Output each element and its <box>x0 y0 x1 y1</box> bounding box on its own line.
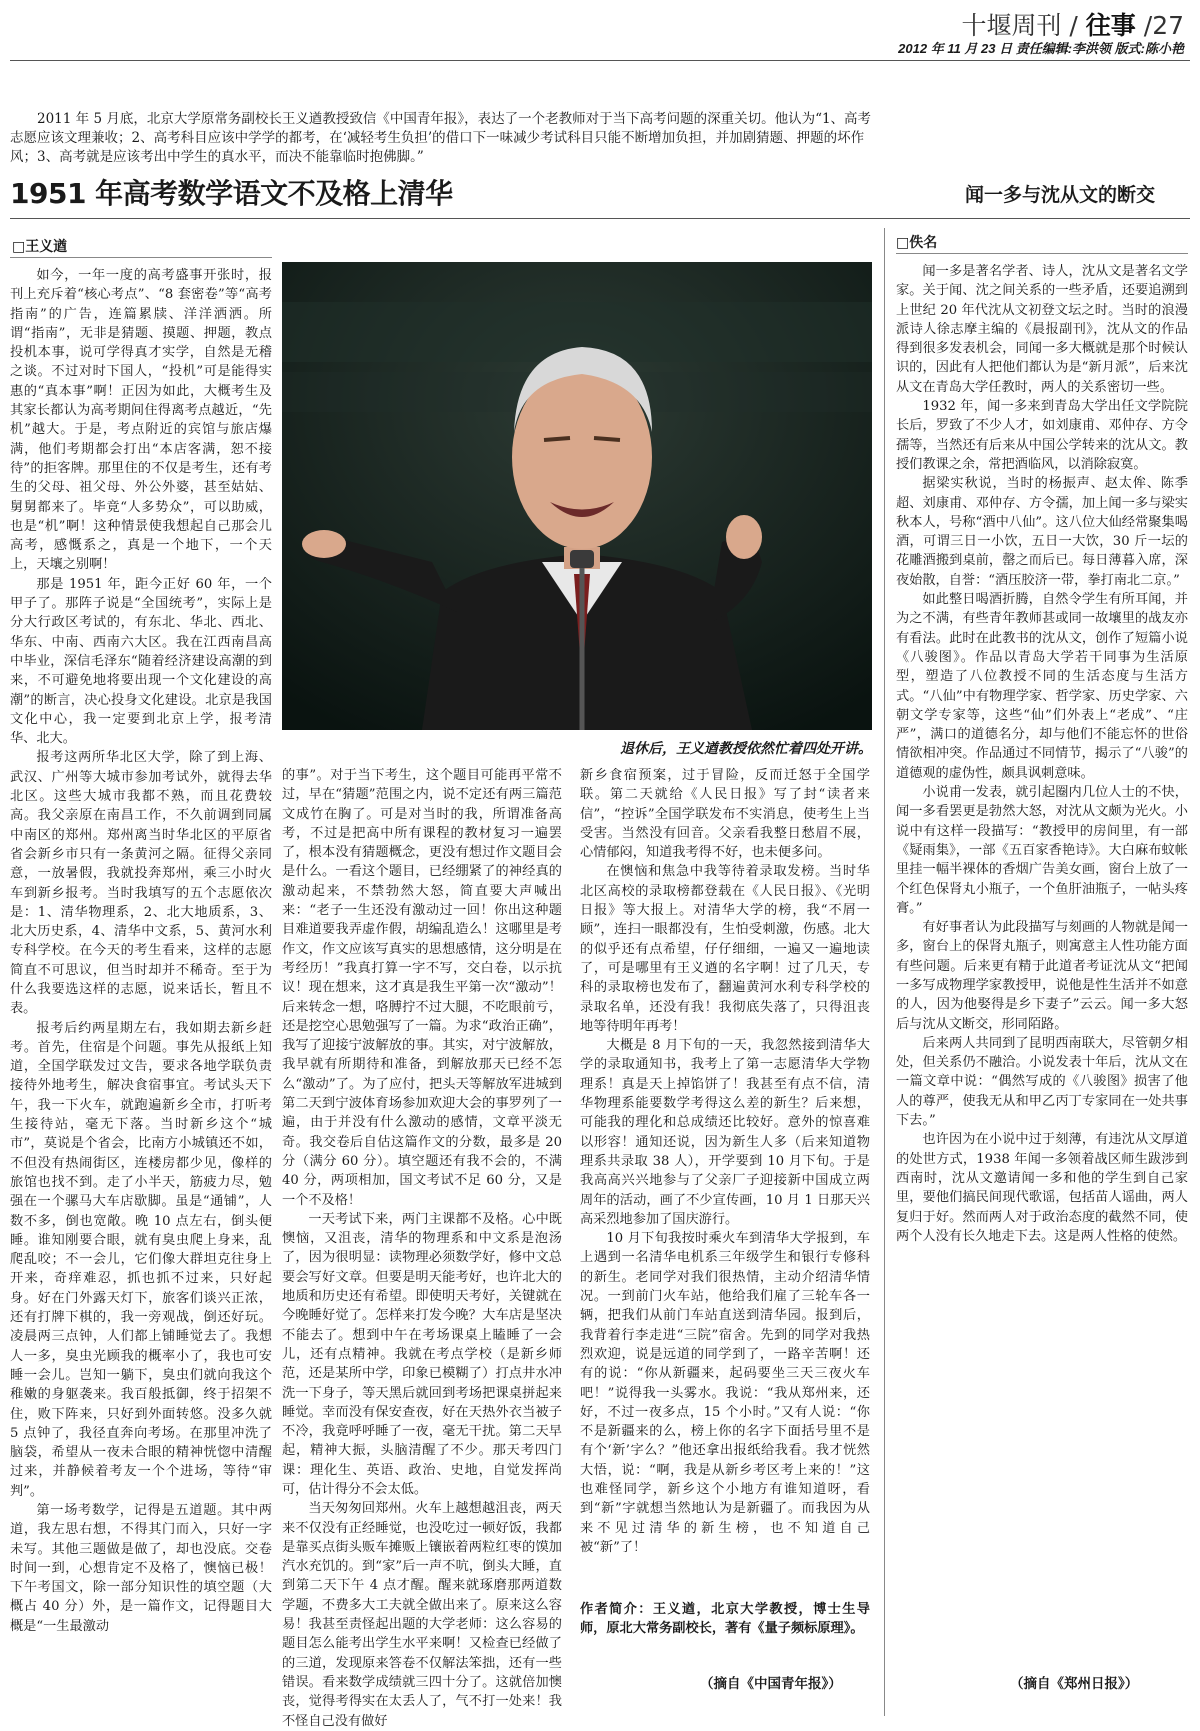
main-credit: （摘自《中国青年报》） <box>700 1676 842 1692</box>
paragraph: 新乡食宿预案，过于冒险，反而迁怒于全国学联。第二天就给《人民日报》写了封“读者来信”，“控诉”全国学联发布不实消息，使考生上当受害。当然没有回音。父亲看我整日愁眉不展，心情郁闷，知道我考得不好，也未便多问。 <box>580 768 870 861</box>
main-column-3 <box>580 766 870 1596</box>
paragraph: 后来两人共同到了昆明西南联大，尽管朝夕相处，但关系仍不融洽。小说发表十年后，沈从文在一篇文章中说：“偶然写成的《八骏图》损害了他人的尊严，使我无从和甲乙丙丁专家同在一处共事下去。” <box>896 1035 1188 1129</box>
side-byline: □佚名 <box>896 235 938 251</box>
paragraph: 如今，一年一度的高考盛事开张时，报刊上充斥着“核心考点”、“8 套密卷”等“高考指南”的广告，连篇累牍、洋洋洒洒。所谓“指南”，无非是猜题、摸题、押题，教点投机本事，说可学得真才实学，自然是无稽之谈。不过对时下国人，“投机”可是能得实惠的“真本事”啊！正因为如此，大概考生及其家长都认为高考期间住得离考点越近，“先机”越大。于是，考点附近的宾馆与旅店爆满，他们考期都会打出“本店客满，恕不接待”的拒客牌。那里住的不仅是考生，还有考生的父母、祖父母、外公外婆，甚至姑姑、舅舅都来了。毕竟“人多势众”，可以助威，也是“机”啊！这种情景使我想起自己那会儿高考，感慨系之，真是一个地下，一个天上，天壤之别啊！ <box>10 268 272 573</box>
paragraph: 10 月下旬我按时乘火车到清华大学报到，车上遇到一名清华电机系三年级学生和银行专修科的新生。老同学对我们很热情，主动介绍清华情况。一到前门火车站，他给我们雇了三轮车各一辆，把我们从前门车站直送到清华园。报到后，我背着行李走进“三院”宿舍。先到的同学对我热烈欢迎，说是远道的同学到了，一路辛苦啊！还有的说：“你从新疆来，起码要坐三天三夜火车吧！”说得我一头雾水。我说：“我从郑州来，还好，不过一夜多点，15 个小时。”又有人说：“你不是新疆来的么，榜上你的名字下面括号里不是有个‘新’字么？”他还拿出报纸给我看。我才恍然大悟，说：“啊，我是从新乡考区考上来的！”这也难怪同学，新乡这个小地方有谁知道呀，看到“新”字就想当然地认为是新疆了。而我因为从来不见过清华的新生榜，也不知道自己被“新”了！ <box>580 1231 870 1555</box>
paragraph: 当天匆匆回郑州。火车上越想越沮丧，两天来不仅没有正经睡觉，也没吃过一顿好饭，我都是靠买点街头贩车摊贩上镶嵌着两粒红枣的馍加汽水充饥的。到“家”后一声不吭，倒头大睡，直到第二天下午 4 点才醒。醒来就琢磨那两道数学题，不费多大工夫就全做出来了。原来这么容易！我甚至责怪起出题的大学老师：这么容易的题目怎么能考出学生水平来啊！又检查已经做了的三道，发现原来答卷不仅解法笨拙，还有一些错误。看来数学成绩就三四十分了。这就倍加懊丧，觉得考得实在太丢人了，气不打一处来！我不怪自己没有做好 <box>282 1501 562 1729</box>
paragraph: 小说甫一发表，就引起圈内几位人士的不快，闻一多看罢更是勃然大怒，对沈从文颇为光火。小说中有这样一段描写：“教授甲的房间里，有一部《疑雨集》，一部《五百家香艳诗》。大白麻布蚊帐里挂一幅半裸体的香烟广告美女画，窗台上放了一个红色保肾丸小瓶子，一个鱼肝油瓶子，一帖头疼膏。” <box>896 785 1188 916</box>
main-column-1 <box>10 266 272 1718</box>
headline-rule <box>10 218 1190 219</box>
side-credit: （摘自《郑州日报》） <box>1010 1676 1139 1692</box>
paragraph: 1932 年，闻一多来到青岛大学出任文学院院长后，罗致了不少人才，如刘康甫、邓仲存、方令孺等，当然还有后来从中国公学转来的沈从文。教授们教课之余，常把酒临风，以消除寂寞。 <box>896 399 1188 472</box>
paragraph: 也许因为在小说中过于刻薄，有违沈从文厚道的处世方式，1938 年闻一多领着战区师生跋涉到西南时，沈从文邀请闻一多和他的学生到自己家里，要他们搞民间现代歌谣，包括苗人谣曲，两人复归于好。然而两人对于政治态度的截然不同，使两个人没有长久地走下去。这是两人性格的使然。 <box>896 1132 1188 1244</box>
paragraph: 闻一多是著名学者、诗人，沈从文是著名文学家。关于闻、沈之间关系的一些矛盾，还要追溯到上世纪 20 年代沈从文初登文坛之时。当时的浪漫派诗人徐志摩主编的《晨报副刊》，沈从文的作品得到很多发表机会，同闻一多大概就是那个时候认识的，因此有人把他们都认为是“新月派”，后来沈从文在青岛大学任教时，两人的关系密切一些。 <box>896 264 1188 395</box>
paragraph: 报考后约两星期左右，我如期去新乡赶考。首先，住宿是个问题。事先从报纸上知道，全国学联发过文告，要求各地学联负责接待外地考生，解决食宿事宜。考试头天下午，我一下火车，就跑遍新乡全市，打听考生接待站，毫无下落。当时新乡这个“城市”，莫说是个省会，比南方小城镇还不如，不但没有热闹街区，连楼房都少见，像样的旅馆也找不到。走了小半天，筋疲力尽，勉强在一个骡马大车店歇脚。虽是“通铺”，人数不多，倒也宽敞。晚 10 点左右，倒头便睡。谁知刚要合眼，就有臭虫爬上身来，乱爬乱咬；不一会儿，它们像大群坦克往身上开来，奇痒难忍，抓也抓不过来，只好起身。好在门外露天灯下，旅客们谈兴正浓，还有打牌下棋的，我一旁观战，倒还好玩。凌晨两三点钟，人们都上铺睡觉去了。我想人一多，臭虫光顾我的概率小了，我也可安睡一会儿。岂知一躺下，臭虫们就向我这个稚嫩的身躯袭来。我百般抵御，终于招架不住，败下阵来，只好到外面转悠。没多久就 5 点钟了，我径直奔向考场。在那里冲洗了脑袋，希望从一夜未合眼的精神恍惚中清醒过来，并静候着考友一个个进场，等待“审判”。 <box>10 1020 272 1499</box>
section-name: 往事 <box>1085 11 1136 40</box>
page-title: 1951 年高考数学语文不及格上清华 <box>10 177 453 210</box>
lecture-photo <box>282 262 872 730</box>
paragraph: 如此整日喝酒折腾，自然令学生有所耳闻，并为之不满，有些青年教师甚或同一故壤里的战友亦有看法。此时在此教书的沈从文，创作了短篇小说《八骏图》。作品以青岛大学若干同事为生活原型，塑造了八位教授不同的生活态度与生活方式。“八仙”中有物理学家、哲学家、历史学家、六朝文学专家等，这些“仙”们外表上“老成”、“庄严”，满口的道德名分，却与他们不能忘怀的世俗情欲相冲突。作品通过不同情节，揭示了“八骏”的道德观的虚伪性，颇具讽刺意味。 <box>896 592 1188 781</box>
main-column-2 <box>282 766 562 1729</box>
header-rule <box>10 60 1190 61</box>
lead-paragraph: 2011 年 5 月底，北京大学原常务副校长王义遒教授致信《中国青年报》，表达了一个老教师对于当下高考问题的深重关切。他认为“1、高考志愿应该文理兼收；2、高考科目应该中学学的都考，在‘减轻考生负担’的借口下一味减少考试科目只能不断增加负担，并加剧猜题、押题的坏作风；3、高考就是应该考出中学生的真水平，而决不能靠临时抱佛脚。” <box>10 111 872 165</box>
side-column <box>896 262 1188 1660</box>
column-divider <box>884 228 885 1716</box>
paragraph: 那是 1951 年，距今正好 60 年，一个甲子了。那阵子说是“全国统考”，实际上是分大行政区考试的，有东北、华北、西北、华东、中南、西南六大区。我在江西南昌高中毕业，深信毛泽东“随着经济建设高潮的到来，不可避免地将要出现一个文化建设的高潮”的断言，决心投身文化建设。北京是我国文化中心，我一定要到北京上学，报考清华、北大。 <box>10 576 272 747</box>
professor-speaking-image <box>282 262 872 730</box>
paragraph: 报考这两所华北区大学，除了到上海、武汉、广州等大城市参加考试外，就得去华北区。这些大城市我都不熟，而且花费较高。我父亲原在南昌工作，不久前调到同属中南区的郑州。郑州离当时华北区的平原省省会新乡市只有一条黄河之隔。征得父亲同意，一放暑假，我就投奔郑州，乘三小时火车到新乡报考。当时我填写的五个志愿依次是：1、清华物理系，2、北大地质系，3、北大历史系，4、清华中文系，5、黄河水利专科学校。在今天的考生看来，这样的志愿简直不可思议，但当时却并不稀奇。至于为什么我要选这样的志愿，说来话长，暂且不表。 <box>10 750 272 1017</box>
photo-caption: 退休后，王义遒教授依然忙着四处开讲。 <box>620 741 872 757</box>
author-note: 作者简介：王义遒，北京大学教授，博士生导师，原北大常务副校长，著有《量子频标原理》。 <box>580 1602 870 1637</box>
paragraph: 有好事者认为此段描写与刻画的人物就是闻一多，窗台上的保肾丸瓶子，则寓意主人性功能方面有些问题。后来更有精于此道者考证沈从文“把闻一多写成物理学家教授甲，说他是性生活并不如意的人，因为他娶得是乡下妻子”云云。闻一多大怒后与沈从文断交，形同陌路。 <box>896 920 1188 1032</box>
dateline: 2012 年 11 月 23 日 责任编辑:李洪领 版式:陈小艳 <box>898 41 1184 56</box>
paragraph: 一天考试下来，两门主课都不及格。心中既懊恼，又沮丧，清华的物理系和中文系是泡汤了，因为很明显：读物理必须数学好，修中文总要会写好文章。但要是明天能考好，也许北大的地质和历史还有希望。即使明天考好，关键就在今晚睡好觉了。怎样来打发今晚？大车店是坚决不能去了。想到中午在考场课桌上瞌睡了一会儿，还有点精神。我就在考点学校（是新乡师范，还是某所中学，印象已模糊了）打点井水冲洗一下身子，等天黑后就回到考场把课桌拼起来睡觉。幸而没有保安查夜，好在天热外衣当被子不冷，我竟呼呼睡了一夜，毫无干扰。第二天早起，精神大振，头脑清醒了不少。那天考四门课：理化生、英语、政治、史地，自觉发挥尚可，估计得分不会太低。 <box>282 1211 562 1497</box>
paragraph: 的事”。对于当下考生，这个题目可能再平常不过，早在“猜题”范围之内，说不定还有两三篇范文成竹在胸了。可是对当时的我，所谓准备高考，不过是把高中所有课程的教材复习一遍罢了，根本没有猜题概念，更没有想过作文题目会是什么。一看这个题目，已经绷紧了的神经真的激动起来，不禁勃然大怒，简直要大声喊出来：“老子一生还没有激动过一回！你出这种题目难道要我弄虚作假，胡编乱造么！这哪里是考作文，作文应该写真实的思想感情，这分明是在考经历！”我真打算一字不写，交白卷，以示抗议！现在想来，这才真是我生平第一次“激动”！后来转念一想，咯膊拧不过大腿，不吃眼前亏，还是挖空心思勉强写了一篇。为求“政治正确”，我写了迎接宁波解放的事。其实，对宁波解放，我早就有所期待和准备，到解放那天已经不怎么“激动”了。为了应付，把头天等解放军进城到第二天到宁波体育场参加欢迎大会的事罗列了一遍，由于并没有什么激动的感情，文章平淡无奇。我交卷后自估这篇作文的分数，最多是 20 分（满分 60 分）。填空题还有我不会的，不满 40 分，两项相加，国文考试不足 60 分，又是一个不及格！ <box>282 768 562 1208</box>
paragraph: 第一场考数学，记得是五道题。其中两道，我左思右想，不得其门而入，只好一字未写。其他三题做是做了，却也没底。交卷时间一到，心想肯定不及格了，懊恼已极！下午考国文，除一部分知识性的填空题（大概占 40 分）外，是一篇作文，记得题目大概是“一生最激动 <box>10 1503 272 1634</box>
paragraph: 在懊恼和焦急中我等待着录取发榜。当时华北区高校的录取榜都登载在《人民日报》、《光明日报》等大报上。对清华大学的榜，我“不屑一顾”，连扫一眼都没有，生怕受刺激，伤感。北大的似乎还有点希望，仔仔细细，一遍又一遍地读了，可是哪里有王义遒的名字啊！过了几天，专科的录取榜也发布了，翻遍黄河水利专科学校的录取名单，还没有我！我彻底失落了，只得沮丧地等待明年再考！ <box>580 864 870 1034</box>
masthead <box>961 6 1184 42</box>
section-prefix: 十堰周刊 / <box>961 11 1078 40</box>
page-number: /27 <box>1143 11 1184 40</box>
byline-rule <box>10 257 272 258</box>
paragraph: 据梁实秋说，当时的杨振声、赵太侔、陈季超、刘康甫、邓仲存、方令孺，加上闻一多与梁实秋本人，号称“酒中八仙”。这八位大仙经常聚集喝酒，可谓三日一小饮，五日一大饮，30 斤一坛的花雕酒搬到桌前，罄之而后已。每日薄暮入席，深夜始散，自誉：“酒压胶济一带，拳打南北二京。” <box>896 476 1188 588</box>
main-byline: □王义遒 <box>12 239 68 255</box>
side-byline-rule <box>896 253 1188 254</box>
paragraph: 大概是 8 月下旬的一天，我忽然接到清华大学的录取通知书，我考上了第一志愿清华大学物理系！真是天上掉馅饼了！我甚至有点不信，清华物理系能要数学考得这么差的新生？后来想，可能我的理化和总成绩还比较好。意外的惊喜难以形容！通知还说，因为新生人多（后来知道物理系共录取 38 人），开学要到 10 月下旬。于是我高高兴兴地参与了父亲厂子迎接新中国成立两周年的活动，画了不少宣传画，10 月 1 日那天兴高采烈地参加了国庆游行。 <box>580 1038 870 1227</box>
side-article-title: 闻一多与沈从文的断交 <box>964 184 1155 206</box>
